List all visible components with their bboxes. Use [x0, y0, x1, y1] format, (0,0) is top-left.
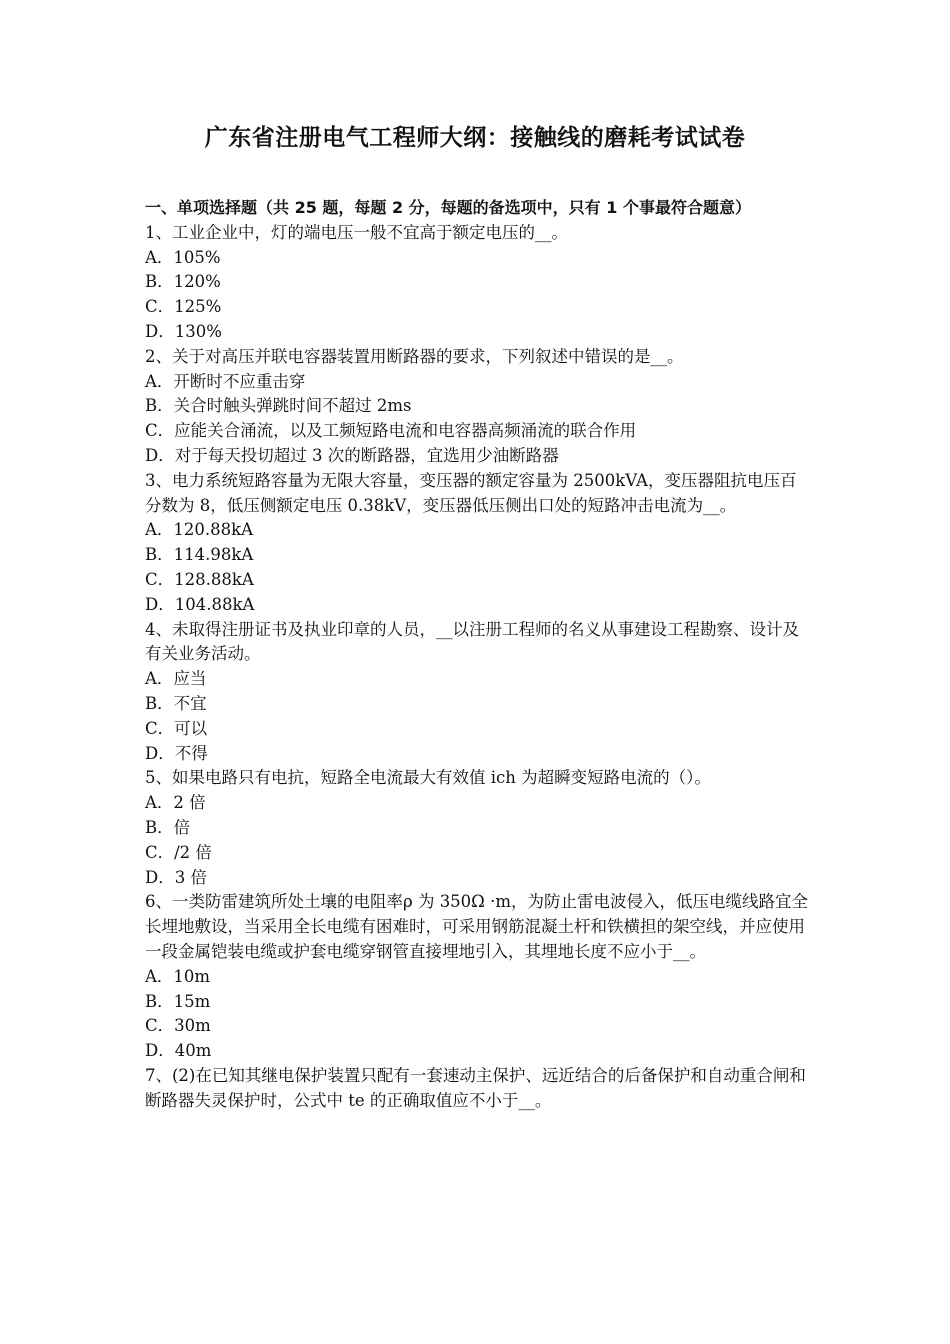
option-b: B．120% — [145, 272, 221, 292]
option-c: C．30m — [145, 1016, 211, 1036]
question-text: 3、电力系统短路容量为无限大容量，变压器的额定容量为 2500kVA，变压器阻抗电压百分数为 8，低压侧额定电压 0.38kV，变压器低压侧出口处的短路冲击电流为__。 — [145, 470, 797, 515]
option-d: D．130% — [145, 321, 222, 341]
option-b: B．15m — [145, 991, 211, 1011]
question-4 — [145, 618, 810, 767]
question-text: 6、一类防雷建筑所处土壤的电阻率ρ 为 350Ω ·m，为防止雷电波侵入，低压电缆线路宜全长埋地敷设，当采用全长电缆有困难时，可采用钢筋混凝土杆和铁横担的架空线，并应使用一段金属铠装电缆或护套电缆穿钢管直接埋地引入，其埋地长度不应小于__。 — [145, 892, 808, 961]
option-list — [145, 370, 810, 469]
option-a: A．120.88kA — [145, 520, 254, 540]
option-c: C．125% — [145, 297, 222, 317]
question-list — [145, 221, 810, 1114]
option-c: C．可以 — [145, 718, 208, 738]
option-d: D．不得 — [145, 743, 208, 763]
option-b: B．不宜 — [145, 693, 207, 713]
option-a: A．10m — [145, 966, 211, 986]
option-d: D．3 倍 — [145, 867, 207, 887]
option-list — [145, 791, 810, 890]
option-d: D．40m — [145, 1041, 212, 1061]
option-b: B．114.98kA — [145, 545, 254, 565]
question-5 — [145, 766, 810, 890]
question-3 — [145, 469, 810, 618]
page-title: 广东省注册电气工程师大纲：接触线的磨耗考试试卷 — [204, 125, 746, 151]
question-text: 4、未取得注册证书及执业印章的人员，__以注册工程师的名义从事建设工程勘察、设计及有关业务活动。 — [145, 619, 799, 664]
option-c: C．应能关合涌流，以及工频短路电流和电容器高频涌流的联合作用 — [145, 421, 637, 441]
option-list — [145, 965, 810, 1064]
document-content — [145, 196, 810, 1113]
option-b: B．关合时触头弹跳时间不超过 2ms — [145, 396, 412, 416]
option-a: A．105% — [145, 247, 221, 267]
option-b: B．倍 — [145, 817, 191, 837]
section-heading: 一、单项选择题（共 25 题，每题 2 分，每题的备选项中，只有 1 个事最符合题意） — [145, 198, 751, 217]
option-d: D．104.88kA — [145, 594, 255, 614]
option-c: C．/2 倍 — [145, 842, 212, 862]
option-a: A．2 倍 — [145, 793, 206, 813]
option-a: A．应当 — [145, 669, 207, 689]
question-6 — [145, 890, 810, 1064]
question-2 — [145, 345, 810, 469]
option-d: D．对于每天投切超过 3 次的断路器，宜选用少油断路器 — [145, 445, 559, 465]
option-list — [145, 518, 810, 617]
option-list — [145, 246, 810, 345]
question-text: 1、工业企业中，灯的端电压一般不宜高于额定电压的__。 — [145, 222, 568, 242]
question-text: 7、(2)在已知其继电保护装置只配有一套速动主保护、远近结合的后备保护和自动重合闸和断路器失灵保护时，公式中 te 的正确取值应不小于__。 — [145, 1065, 806, 1110]
question-7 — [145, 1064, 810, 1114]
question-1 — [145, 221, 810, 345]
option-a: A．开断时不应重击穿 — [145, 371, 306, 391]
question-text: 5、如果电路只有电抗，短路全电流最大有效值 ich 为超瞬变短路电流的（）。 — [145, 768, 711, 788]
question-text: 2、关于对高压并联电容器装置用断路器的要求，下列叙述中错误的是__。 — [145, 346, 684, 366]
option-list — [145, 667, 810, 766]
option-c: C．128.88kA — [145, 569, 254, 589]
